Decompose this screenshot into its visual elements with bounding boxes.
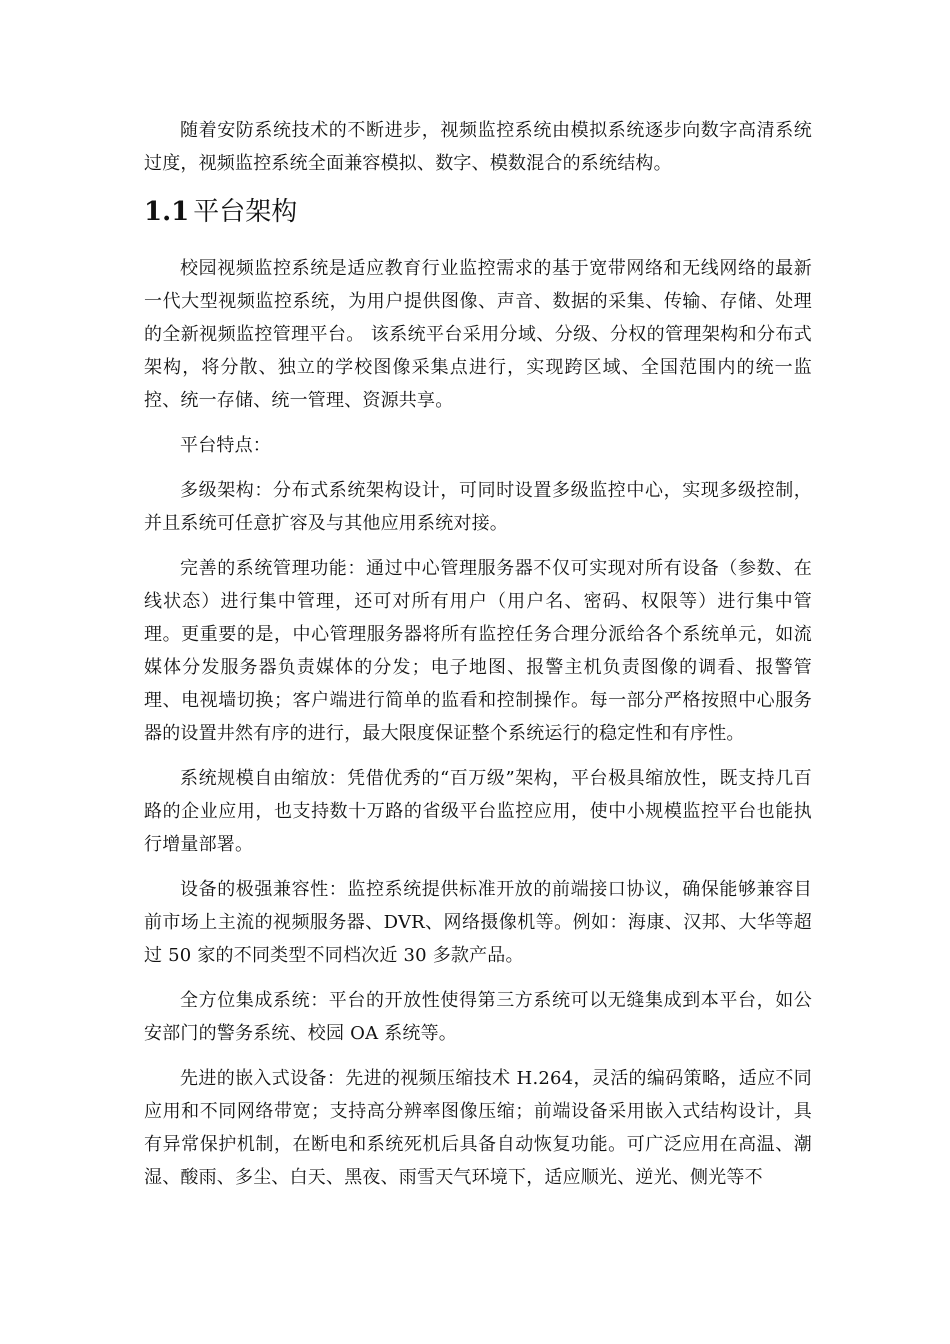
paragraph-multilevel: 多级架构：分布式系统架构设计，可同时设置多级监控中心，实现多级控制，并且系统可任意扩容及与其他应用系统对接。	[144, 480, 812, 534]
section-heading	[144, 192, 812, 232]
paragraph-management: 完善的系统管理功能：通过中心管理服务器不仅可实现对所有设备（参数、在线状态）进行集中管理，还可对所有用户（用户名、密码、权限等）进行集中管理。更重要的是，中心管理服务器将所有监控任务合理分派给各个系统单元，如流媒体分发服务器负责媒体的分发；电子地图、报警主机负责图像的调看、报警管理、电视墙切换；客户端进行简单的监看和控制操作。每一部分严格按照中心服务器的设置井然有序的进行，最大限度保证整个系统运行的稳定性和有序性。	[144, 558, 812, 744]
paragraph-compatibility: 设备的极强兼容性：监控系统提供标准开放的前端接口协议，确保能够兼容目前市场上主流的视频服务器、DVR、网络摄像机等。例如：海康、汉邦、大华等超过 50 家的不同类型不同档次近 30 多款产品。	[144, 879, 812, 966]
paragraph-scaling: 系统规模自由缩放：凭借优秀的“百万级”架构，平台极具缩放性，既支持几百路的企业应用，也支持数十万路的省级平台监控应用，使中小规模监控平台也能执行增量部署。	[144, 768, 812, 855]
paragraph-features-label: 平台特点：	[180, 435, 271, 456]
paragraph-integration: 全方位集成系统：平台的开放性使得第三方系统可以无缝集成到本平台，如公安部门的警务系统、校园 OA 系统等。	[144, 990, 812, 1044]
paragraph-overview: 校园视频监控系统是适应教育行业监控需求的基于宽带网络和无线网络的最新一代大型视频监控系统，为用户提供图像、声音、数据的采集、传输、存储、处理的全新视频监控管理平台。 该系统平台采用分域、分级、分权的管理架构和分布式架构，将分散、独立的学校图像采集点进行，实现跨区域、全国范围内的统一监控、统一存储、统一管理、资源共享。	[144, 258, 812, 411]
section-title: 平台架构	[193, 197, 298, 227]
paragraph-embedded: 先进的嵌入式设备：先进的视频压缩技术 H.264，灵活的编码策略，适应不同应用和不同网络带宽；支持高分辨率图像压缩；前端设备采用嵌入式结构设计，具有异常保护机制，在断电和系统死机后具备自动恢复功能。可广泛应用在高温、潮湿、酸雨、多尘、白天、黑夜、雨雪天气环境下，适应顺光、逆光、侧光等不	[144, 1068, 812, 1188]
section-number: 1.1	[144, 197, 190, 227]
intro-paragraph: 随着安防系统技术的不断进步，视频监控系统由模拟系统逐步向数字高清系统过度，视频监控系统全面兼容模拟、数字、模数混合的系统结构。	[144, 120, 812, 174]
document-page	[144, 114, 812, 1206]
